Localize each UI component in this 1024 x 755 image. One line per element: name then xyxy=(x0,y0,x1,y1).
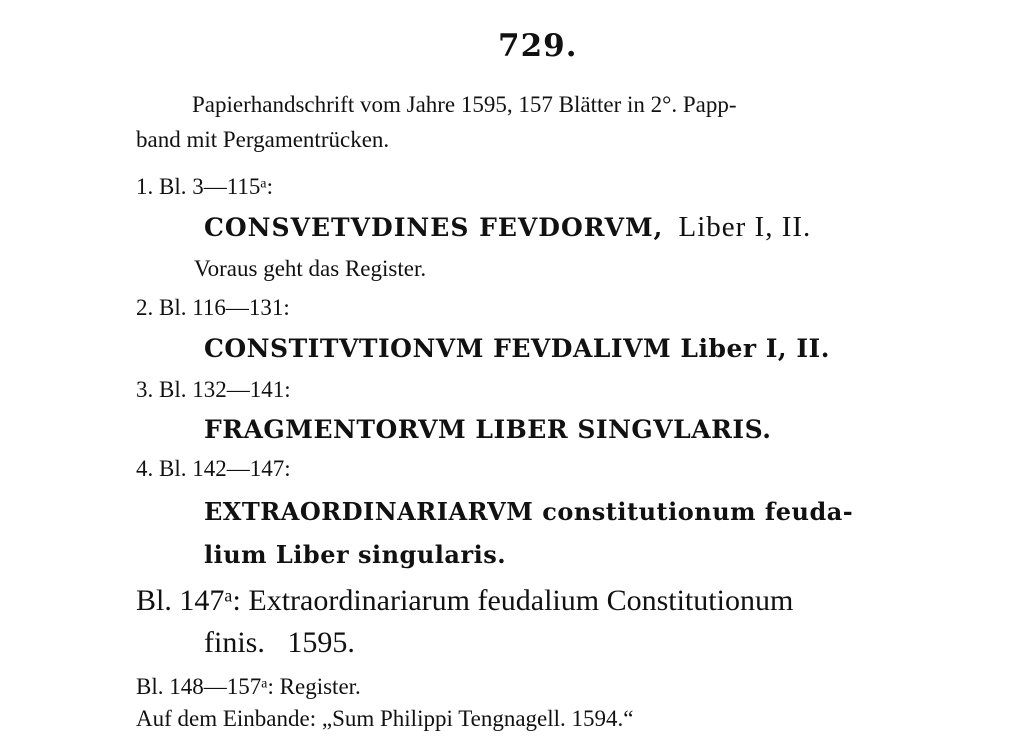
item-4-title-line-2: lium Liber singularis. xyxy=(204,540,507,569)
binding-note: Auf dem Einbande: „Sum Philippi Tengnagell. 1594.“ xyxy=(136,706,634,731)
register-line: Bl. 148—157ᵃ: Register. xyxy=(136,674,361,699)
item-3-reference: 3. Bl. 132—141: xyxy=(136,377,291,402)
item-4-title-line-1: EXTRAORDINARIARVM constitutionum feuda- xyxy=(204,497,854,526)
item-1-note: Voraus geht das Register. xyxy=(194,256,427,281)
item-1-title xyxy=(204,211,811,244)
page-number: 729. xyxy=(498,28,578,64)
item-2-reference: 2. Bl. 116—131: xyxy=(136,295,290,320)
description-line-2: band mit Pergamentrücken. xyxy=(136,127,390,152)
item-1-title-caps: CONSVETVDINES FEVDORVM, xyxy=(204,213,664,242)
item-1-reference: 1. Bl. 3—115ᵃ: xyxy=(136,174,274,199)
item-4-reference: 4. Bl. 142—147: xyxy=(136,456,291,481)
colophon-line-2: finis. 1595. xyxy=(204,626,355,659)
item-1-title-rest: Liber I, II. xyxy=(678,211,812,243)
colophon-line-1: Bl. 147ᵃ: Extraordinariarum feudalium Constitutionum xyxy=(136,584,794,617)
description-line-1: Papierhandschrift vom Jahre 1595, 157 Blätter in 2°. Papp- xyxy=(192,92,737,117)
item-2-title: CONSTITVTIONVM FEVDALIVM Liber I, II. xyxy=(204,334,830,363)
item-3-title: FRAGMENTORVM LIBER SINGVLARIS. xyxy=(204,415,772,444)
